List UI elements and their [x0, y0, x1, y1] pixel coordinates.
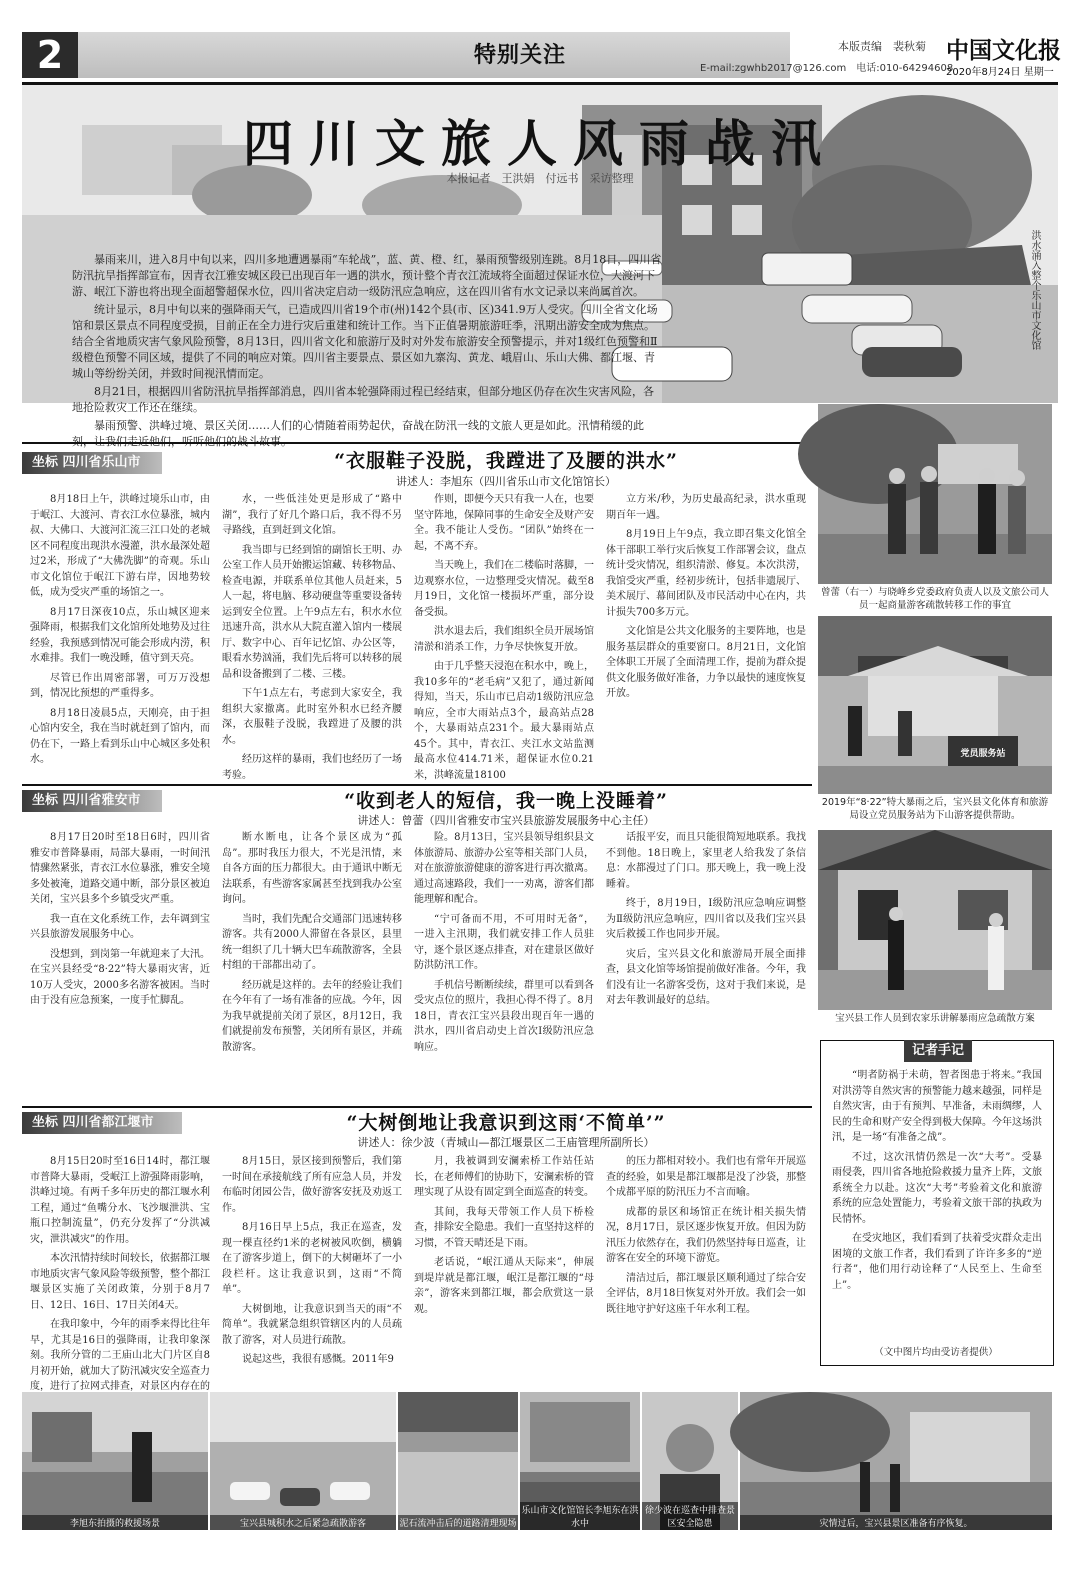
tent-sign: 党员服务站 [960, 749, 1006, 759]
paragraph: 我当即与已经到馆的副馆长王明、办公室工作人员开始搬运馆藏、转移物品、检查电源，并联系单位其他人员赶来，5人一起，将电脑、移动硬盘等重要设备转运到安全位置。上午9点左右，积水水位迅速升高，洪水从大院直灌入馆内一楼展厅、数字中心、百年记忆馆、办公区等，眼看水势汹涌，我们先后将可以转移的展品和设备搬到了二楼、三楼。 [222, 544, 402, 680]
paragraph: 月，我被调到安澜索桥工作站任站长，在老师傅们的协助下，安澜索桥的管理实现了从设有固定到全面巡查的转变。 [414, 1156, 594, 1198]
story1-column [222, 492, 402, 781]
paragraph: 经历这样的暴雨，我们也经历了一场考验。 [222, 754, 402, 781]
paragraph: 下午1点左右，考虑到大家安全，我组织大家撤离。此时室外积水已经齐腰深，衣服鞋子没脱，我蹚进了及腰的洪水。 [222, 688, 402, 746]
paragraph: 作则，即便今天只有我一人在，也要坚守阵地，保障同事的生命安全及财产安全。我不能让人受伤。“团队”始终在一起，不离不弃。 [414, 494, 594, 552]
location-kicker: 坐标 四川省雅安市 [22, 790, 162, 812]
service-station-illustration [818, 616, 1052, 794]
paragraph: 8月16日早上5点，我正在巡查，发现一棵直径约1米的老树被风吹倒，横躺在了游客步道上，倒下的大树砸坏了一小段栏杆。这让我意识到，这雨“不简单”。 [222, 1222, 402, 1295]
photo-credit: （文中图片均由受访者提供） [874, 1347, 998, 1358]
paragraph: 8月15日，景区接到预警后，我们第一时间在承接航线了所有应急人员，并发布临时闭园公告，做好游客安抚及劝返工作。 [222, 1156, 402, 1214]
strip-caption: 泥石流冲击后的道路清理现场 [398, 1515, 518, 1530]
section-band [78, 32, 790, 78]
strip-caption: 李旭东拍摄的救援场景 [22, 1515, 208, 1530]
byline: 本报记者 王洪娟 付远书 采访整理 [446, 172, 634, 185]
strip-photo [520, 1392, 640, 1530]
strip-photo [642, 1392, 738, 1530]
paragraph: 成都的景区和场馆正在统计相关损失情况，8月17日，景区逐步恢复开放。但因为防汛压力依然存在，我们仍然坚持每日巡查，让游客在安全的环境下游览。 [606, 1206, 806, 1264]
contact-line: E-mail:zgwhb2017@126.com 电话:010-64294608 [700, 63, 954, 74]
newspaper-masthead: 中国文化报 [946, 37, 1061, 64]
paragraph: 文化馆是公共文化服务的主要阵地，也是服务基层群众的重要窗口。8月21日，文化馆全体职工开展了全面清理工作，提前为群众提供文化服务做好准备，力争以最快的速度恢复开放。 [606, 626, 806, 699]
photo-caption: 宝兴县工作人员到农家乐讲解暴雨应急疏散方案 [835, 1013, 1035, 1024]
main-headline: 四川文旅人风雨战汛 [243, 114, 837, 173]
story3-column [222, 1154, 402, 1390]
story3-column [414, 1154, 594, 1390]
story3-column [606, 1154, 806, 1390]
location-kicker: 坐标 四川省都江堰市 [22, 1112, 182, 1134]
paragraph: 大树倒地，让我意识到当天的雨“不简单”。我就紧急组织管辖区内的人员疏散了游客，对人员进行疏散。 [222, 1303, 402, 1346]
story1-column [30, 492, 210, 772]
paragraph: 立方米/秒，为历史最高纪录，洪水重现期百年一遇。 [606, 494, 806, 521]
strip-caption: 灾情过后，宝兴县景区准备有序恢复。 [740, 1515, 1052, 1530]
paragraph: 尽管已作出周密部署，可万万没想到，情况比预想的严重得多。 [30, 672, 210, 699]
story1-headline: “衣服鞋子没脱，我蹚进了及腰的洪水” [334, 450, 678, 472]
reporter-notes-title: 记者手记 [904, 1040, 972, 1062]
strip-photo-illustration [398, 1392, 518, 1530]
paragraph: 我一直在文化系统工作，去年调到宝兴县旅游发展服务中心。 [30, 913, 210, 940]
story1-column [606, 492, 806, 772]
editor-line: 本版责编 裴秋菊 [838, 40, 926, 53]
hero-side-caption: 洪水涌入整个乐山市文化馆 [1029, 230, 1040, 350]
lead-paragraph: 8月21日，根据四川省防汛抗旱指挥部消息，四川省本轮强降雨过程已经结束，但部分地区仍存在次生灾害风险，各地抢险救灾工作还在继续。 [72, 385, 654, 414]
story3-column [30, 1154, 210, 1390]
story2-headline: “收到老人的短信，我一晚上没睡着” [344, 790, 668, 812]
paragraph: 清洁过后，都江堰景区顺利通过了综合安全评估，8月18日恢复对外开放。我们会一如既往地守护好这座千年水利工程。 [606, 1272, 806, 1315]
paragraph: 说起这些，我很有感慨。2011年9 [242, 1354, 394, 1365]
paragraph: 洪水退去后，我们组织全员开展场馆清淤和消杀工作，力争尽快恢复开放。 [414, 626, 594, 653]
paragraph: “明者防祸于未萌，智者图患于将来。”我国对洪涝等自然灾害的预警能力越来越强，同样是自然灾害，由于有预判、早准备，未雨绸缪，人民的生命和财产安全得到极大保障。今年这场洪汛，是一场“有准备之战”。 [832, 1070, 1042, 1143]
paragraph: 险。8月13日，宝兴县领导组织县文体旅游局、旅游办公室等相关部门人员，对在旅游旅游健康的游客进行再次撤离。通过高速路段，我们一一劝离，游客们都能理解和配合。 [414, 832, 594, 905]
paragraph: 当时，我们先配合交通部门迅速转移游客。共有2000人滞留在各景区，县里统一组织了几十辆大巴车疏散游客，全县村组的干部都出动了。 [222, 913, 402, 971]
paragraph: 本次汛情持续时间较长，依据都江堰市地质灾害气象风险等级预警，整个都江堰景区实施了关闭政策，分别于8月7日、12日、16日、17日关闭4天。 [30, 1253, 210, 1311]
strip-caption: 徐少波在巡查中排查景区安全隐患 [642, 1502, 738, 1530]
story2-narrator: 讲述人：曾蕾（四川省雅安市宝兴县旅游发展服务中心主任） [357, 814, 655, 827]
paragraph: 8月15日20时至16日14时，都江堰市普降大暴雨，受岷江上游强降雨影响，洪峰过境。有两千多年历史的都江堰水利工程，通过“鱼嘴分水、飞沙堰泄洪、宝瓶口控制流量”，仍充分发挥了“分洪减灾，泄洪减灾”的作用。 [30, 1156, 210, 1245]
paragraph: 由于几乎整天浸泡在积水中，晚上，我10多年的“老毛病”又犯了，通过新闻得知，当天，乐山市已启动1级防汛应急响应，全市大雨站点3个，最高站点28个，大暴雨站点231个。最大暴雨站点45个。其中，青衣江、夹江水文站监测最高水位414.71米，超保证水位0.21米，洪峰流量18100 [414, 661, 594, 781]
story1-narrator: 讲述人：李旭东（四川省乐山市文化馆馆长） [396, 475, 616, 488]
strip-caption: 宝兴县城积水之后紧急疏散游客 [210, 1515, 396, 1530]
paragraph: 在受灾地区，我们看到了扶着受灾群众走出困境的文旅工作者，我们看到了许许多多的“逆行者”，他们用行动诠释了“人民至上、生命至上”。 [832, 1233, 1042, 1291]
paragraph: 断水断电，让各个景区成为“孤岛”。那时我压力很大，不光是汛情，来自各方面的压力都很大。由于通讯中断无法联系，有些游客家属甚至找到我办公室询问。 [222, 832, 402, 905]
paragraph: 当天晚上，我们在二楼临时落脚，一边观察水位，一边整理受灾情况。截至8月19日，文化馆一楼损坏严重，部分设备受损。 [414, 560, 594, 618]
issue-date: 2020年8月24日 星期一 [946, 67, 1054, 78]
paragraph: 不过，这次汛情仍然是一次“大考”。受暴雨侵袭，四川省各地抢险救援力量齐上阵，文旅系统全力以赴。这次“大考”考验着文化和旅游系统的应急处置能力，考验着文旅干部的执政为民情怀。 [832, 1151, 1042, 1225]
paragraph: 经历就是这样的。去年的经验让我们在今年有了一场有准备的应战。今年，因为我早就提前关闭了景区，8月12日，我们就提前发布预警，关闭所有景区，并疏散游客。 [222, 979, 402, 1053]
paragraph: 在我印象中，今年的雨季来得比往年早，尤其是16日的强降雨，让我印象深刻。我所分管的二王庙山北大门片区自8月初开始，就加大了防汛减灾安全巡查力度，进行了拉网式排查，对景区内存在的 [30, 1319, 210, 1392]
paragraph: 话报平安，而且只能很简短地联系。我找不到他。18日晚上，家里老人给我发了条信息：水都漫过了门口。那天晚上，我一晚上没睡着。 [606, 832, 806, 890]
paragraph: 老话说，“岷江通从天际来”，伸展到堤岸就是都江堰，岷江是都江堰的“母亲”，游客来到都江堰，都会欣赏这一景观。 [414, 1257, 594, 1315]
lead-paragraph: 统计显示，8月中旬以来的强降雨天气，已造成四川省19个市(州)142个县(市、区)341.9万人受灾。四川全省文化场馆和景区景点不同程度受损，目前正在全力进行灾后重建和统计工作。当下正值暑期旅游旺季，汛期出游安全成为焦点。结合全省地质灾害气象风险预警，8月13日，四川省文化和旅游厅及时对外发布旅游安全预警提示，并对1级红色预警和Ⅱ级橙色预警不同区域，提供了不同的响应对策。四川省主要景点、景区如九寨沟、黄龙、峨眉山、乐山大佛、都江堰、青城山等纷纷关闭，并致时间视汛情而定。 [72, 303, 658, 380]
location-kicker: 坐标 四川省乐山市 [22, 452, 162, 474]
paragraph: 手机信号断断续续，群里可以看到各受灾点位的照片，我担心得不得了。8月18日，青衣江宝兴县段出现百年一遇的洪水，四川省启动史上首次I级防汛应急响应。 [414, 979, 594, 1053]
lead-text [72, 252, 664, 452]
paragraph: 8月18日上午，洪峰过境乐山市，由于岷江、大渡河、青衣江水位暴涨，城内叔、大佛口、大渡河汇流三江口处的老城区不同程度出现洪水漫灌，洪水最深处超过2米，形成了“大佛洗脚”的奇观。乐山市文化馆位于岷江下游右岸，因地势较低，成为受灾严重的场馆之一。 [30, 494, 210, 598]
strip-photo-illustration [740, 1392, 1052, 1530]
strip-photo [398, 1392, 518, 1530]
story2-column [414, 830, 594, 1095]
strip-caption: 乐山市文化馆馆长李旭东在洪水中 [520, 1502, 640, 1530]
strip-photo [22, 1392, 208, 1530]
paragraph: 8月18日凌晨5点，天刚亮，由于担心馆内安全，我在当时就赶到了馆内，而仍在下，一路上看到乐山中心城区多处积水。 [30, 707, 210, 765]
strip-photo [740, 1392, 1052, 1530]
farmhouse-illustration [818, 830, 1052, 1010]
story3-headline: “大树倒地让我意识到这雨‘不简单’” [346, 1112, 666, 1134]
strip-photo-illustration [22, 1392, 208, 1530]
story1-column [414, 492, 594, 781]
story2-column [222, 830, 402, 1095]
photo-meeting [818, 404, 1052, 584]
story2-column [606, 830, 806, 1095]
lead-paragraph: 暴雨来川，进入8月中旬以来，四川多地遭遇暴雨“车轮战”，蓝、黄、橙、红，暴雨预警级别连跳。8月18日，四川省防汛抗旱指挥部宣布，因青衣江雅安城区段已出现百年一遇的洪水，预计整个青衣江流域将全面超过保证水位，大渡河下游、岷江下游也将出现全面超警超保水位，四川省决定启动一级防汛应急响应，这在四川省有水文记录以来尚属首次。 [72, 253, 662, 298]
strip-photo [210, 1392, 396, 1530]
photo-caption: 曾蕾（右一）与晓峰乡党委政府负责人以及文旅公司人员一起商量游客疏散转移工作的事宜 [820, 587, 1049, 611]
story3-narrator: 讲述人：徐少波（青城山—都江堰景区二王庙管理所副所长） [357, 1136, 655, 1149]
paragraph: “宁可备而不用，不可用时无备”，一进入主汛期，我们就安排工作人员驻守，逐个景区逐点排查，对在建景区做好防洪防汛工作。 [414, 913, 594, 971]
lead-paragraph: 暴雨预警、洪峰过境、景区关闭……人们的心情随着雨势起伏，奋战在防汛一线的文旅人更是如此。汛情稍缓的此 [94, 419, 644, 432]
paragraph: 8月19日上午9点，我立即召集文化馆全体干部职工举行灾后恢复工作部署会议，盘点统计受灾情况，组织清淤、修复。本次洪涝，我馆受灾严重，经初步统计，包括非遗展厅、美术展厅、幕间团队及市民活动中心在内，共计损失700多万元。 [606, 529, 806, 618]
paragraph: 没想到，到岗第一年就迎来了大汛。在宝兴县经受“8·22”特大暴雨灾害，近10万人受灾，2000多名游客被困。当时由于没有应急预案，一度手忙脚乱。 [30, 948, 210, 1006]
paragraph: 水，一些低洼处更是形成了“路中湖”，我行了好几个路口后，我不得不另寻路线，直到赶到文化馆。 [222, 494, 402, 536]
paragraph: 8月17日20时至18日6时，四川省雅安市普降暴雨，局部大暴雨，一时间汛情骤然紧张，青衣江水位暴涨，雅安全境多处被淹，道路交通中断，部分景区被迫关闭，宝兴县多个乡镇受灾严重。 [30, 832, 210, 905]
paragraph: 终于，8月19日，I级防汛应急响应调整为Ⅱ级防汛应急响应，四川省以及我们宝兴县灾后救援工作也同步开展。 [606, 898, 806, 940]
photo-farmhouse [818, 830, 1052, 1010]
strip-photo-illustration [210, 1392, 396, 1530]
page-number: 2 [22, 32, 78, 78]
section-title: 特别关注 [474, 42, 567, 68]
paragraph: 其间，我每天带领工作人员下桥检查，排除安全隐患。我们一直坚持这样的习惯，不管天晴还是下雨。 [414, 1206, 594, 1249]
paragraph: 灾后，宝兴县文化和旅游局开展全面排查，县文化馆等场馆提前做好准备。今年，我们没有让一名游客受伤，这对于我们来说，是对去年教训最好的总结。 [606, 948, 806, 1006]
photo-service-station [818, 616, 1052, 794]
reporter-notes-text [832, 1068, 1042, 1328]
divider [22, 442, 812, 444]
paragraph: 8月17日深夜10点，乐山城区迎来强降雨，根据我们文化馆所处地势及过往经验，我预感到情况可能会形成内涝，积水难排。我们一晚没睡，值守到天亮。 [30, 606, 210, 664]
photo-caption: 2019年“8·22”特大暴雨之后，宝兴县文化体育和旅游局设立党员服务站为下山游客提供帮助。 [821, 797, 1049, 821]
story2-column [30, 830, 210, 1095]
meeting-photo-illustration [818, 404, 1052, 584]
paragraph: 的压力都相对较小。我们也有常年开展巡查的经验，如果是都江堰都是没了沙袋，那整个成都平原的防汛压力不言而喻。 [606, 1156, 806, 1198]
